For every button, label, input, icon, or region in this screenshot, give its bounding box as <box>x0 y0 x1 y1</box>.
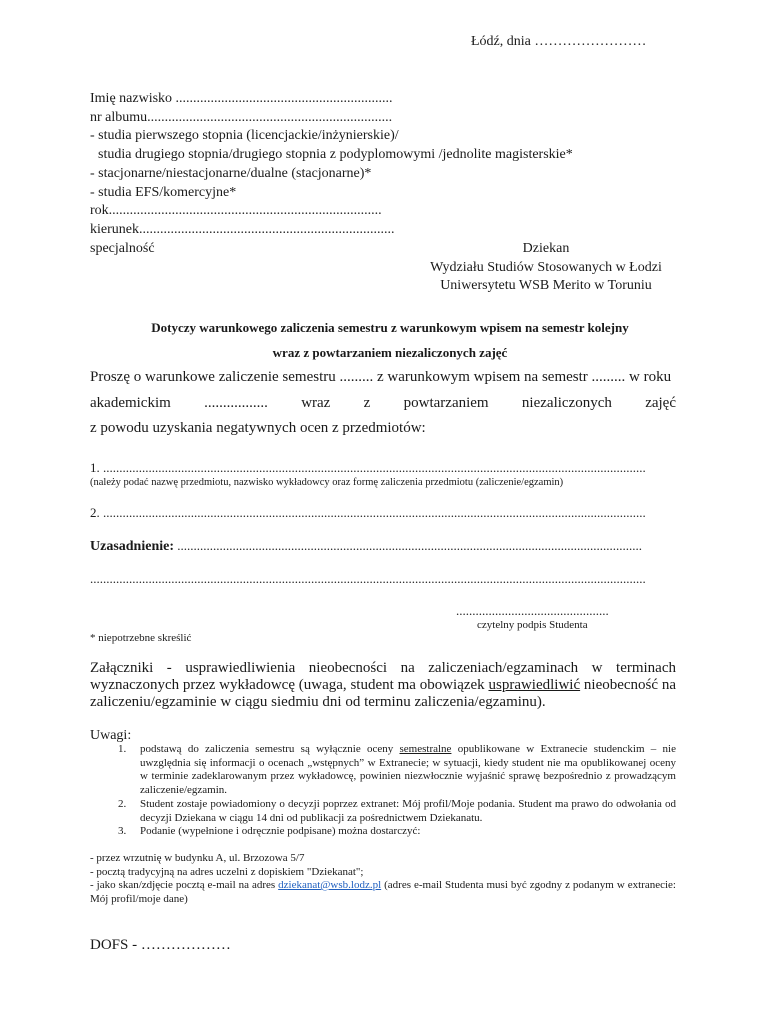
study-mode-line: - stacjonarne/niestacjonarne/dualne (stacjonarne)* <box>90 165 372 181</box>
addressee-university: Uniwersytetu WSB Merito w Toruniu <box>440 278 652 294</box>
notes-title: Uwagi: <box>90 728 132 743</box>
addressee-title: Dziekan <box>522 241 570 256</box>
dofs-field: DOFS - ……………… <box>90 937 231 953</box>
justification-dots-2: ........................................................................................................................................................................... <box>90 571 646 586</box>
year-field: rok.............................................................................. <box>90 203 382 219</box>
name-field: Imię nazwisko .............................................................. <box>90 91 393 106</box>
delivery-line-3: - jako skan/zdjęcie pocztą e-mail na adres dziekanat@wsb.lodz.pl (adres e-mail Studenta musi być zgodny z podanym w extranecie: Mój profil/moje dane) <box>90 879 676 905</box>
subject-item-2: 2. ....................................................................................................................................................................... <box>90 505 646 520</box>
justification-dots-1: ............................................................................................................................................... <box>177 538 642 553</box>
specialization-field: specjalność <box>90 240 155 256</box>
place-date: Łódź, dnia …………………… <box>471 34 647 49</box>
note-item-2: 2. Student zostaje powiadomiony o decyzji poprzez extranet: Mój profil/Moje podania. Student ma prawo do odwołania od decyzji Dziekana w ciągu 14 dni od publikacji za pośrednictwem Dziekanatu. <box>118 797 676 824</box>
email-link[interactable]: dziekanat@wsb.lodz.pl <box>278 879 382 891</box>
note-item-1: 1. podstawą do zaliczenia semestru są wyłącznie oceny semestralne opublikowane w Extranecie studenckim – nie uwzględnia się informacji o ocenach „wstępnych” w Extranecie; w sytuacji, kiedy student nie ma opublikowanej oceny w terminie zadeklarowanym przez wykładowcę, powinien niezwłocznie wyjaśnić sprawę bezpośrednio z prowadzącym zaliczenie/egzamin. <box>118 743 676 797</box>
addressee-faculty: Wydziału Studiów Stosowanych w Łodzi <box>430 259 662 275</box>
attachments-paragraph: Załączniki - usprawiedliwienia nieobecności na zaliczeniach/egzaminach w terminach wyznaczonych przez wykładowcę (uwaga, student ma obowiązek usprawiedliwić nieobecność na zaliczeniu/egzaminie w ciągu siedmiu dni od terminu zaliczenia/egzaminu). <box>90 660 677 710</box>
justification-label: Uzasadnienie: <box>90 539 174 554</box>
signature-label: czytelny podpis Studenta <box>477 619 588 631</box>
subject-line-1: Dotyczy warunkowego zaliczenia semestru z warunkowym wpisem na semestr kolejny <box>151 320 629 335</box>
subject-item-1: 1. ....................................................................................................................................................................... <box>90 460 646 475</box>
study-level-line: - studia pierwszego stopnia (licencjackie/inżynierskie)/ <box>90 128 399 144</box>
major-field: kierunek......................................................................... <box>90 221 395 237</box>
justification <box>90 538 676 555</box>
subject-item-note: (należy podać nazwę przedmiotu, nazwisko wykładowcy oraz formę zaliczenia przedmiotu (zaliczenie/egzamin) <box>90 477 564 488</box>
footnote: * niepotrzebne skreślić <box>90 632 192 644</box>
request-line-3: z powodu uzyskania negatywnych ocen z przedmiotów: <box>90 420 426 436</box>
addressee <box>396 240 696 296</box>
study-type-line: - studia EFS/komercyjne* <box>90 184 237 200</box>
subject-line-2: wraz z powtarzaniem niezaliczonych zajęć <box>272 345 508 360</box>
notes-list <box>90 743 676 839</box>
delivery-line-2: - pocztą tradycyjną na adres uczelni z dopiskiem "Dziekanat"; <box>90 866 364 878</box>
signature-dots: ............................................... <box>456 603 609 618</box>
study-level-line-2: studia drugiego stopnia/drugiego stopnia z podyplomowymi /jednolite magisterskie* <box>98 147 573 163</box>
student-info <box>90 90 573 258</box>
attachments-underlined: usprawiedliwić <box>488 677 581 693</box>
album-number-field: nr albumu...................................................................... <box>90 109 393 125</box>
delivery-line-1: - przez wrzutnię w budynku A, ul. Brzozowa 5/7 <box>90 852 305 864</box>
request-line-2: akademickim ................. wraz z powtarzaniem niezaliczonych zajęć <box>90 395 676 411</box>
note-item-3: 3. Podanie (wypełnione i odręcznie podpisane) można dostarczyć: <box>118 825 421 838</box>
request-line-1: Proszę o warunkowe zaliczenie semestru ......... z warunkowym wpisem na semestr ......... w roku <box>90 369 672 385</box>
